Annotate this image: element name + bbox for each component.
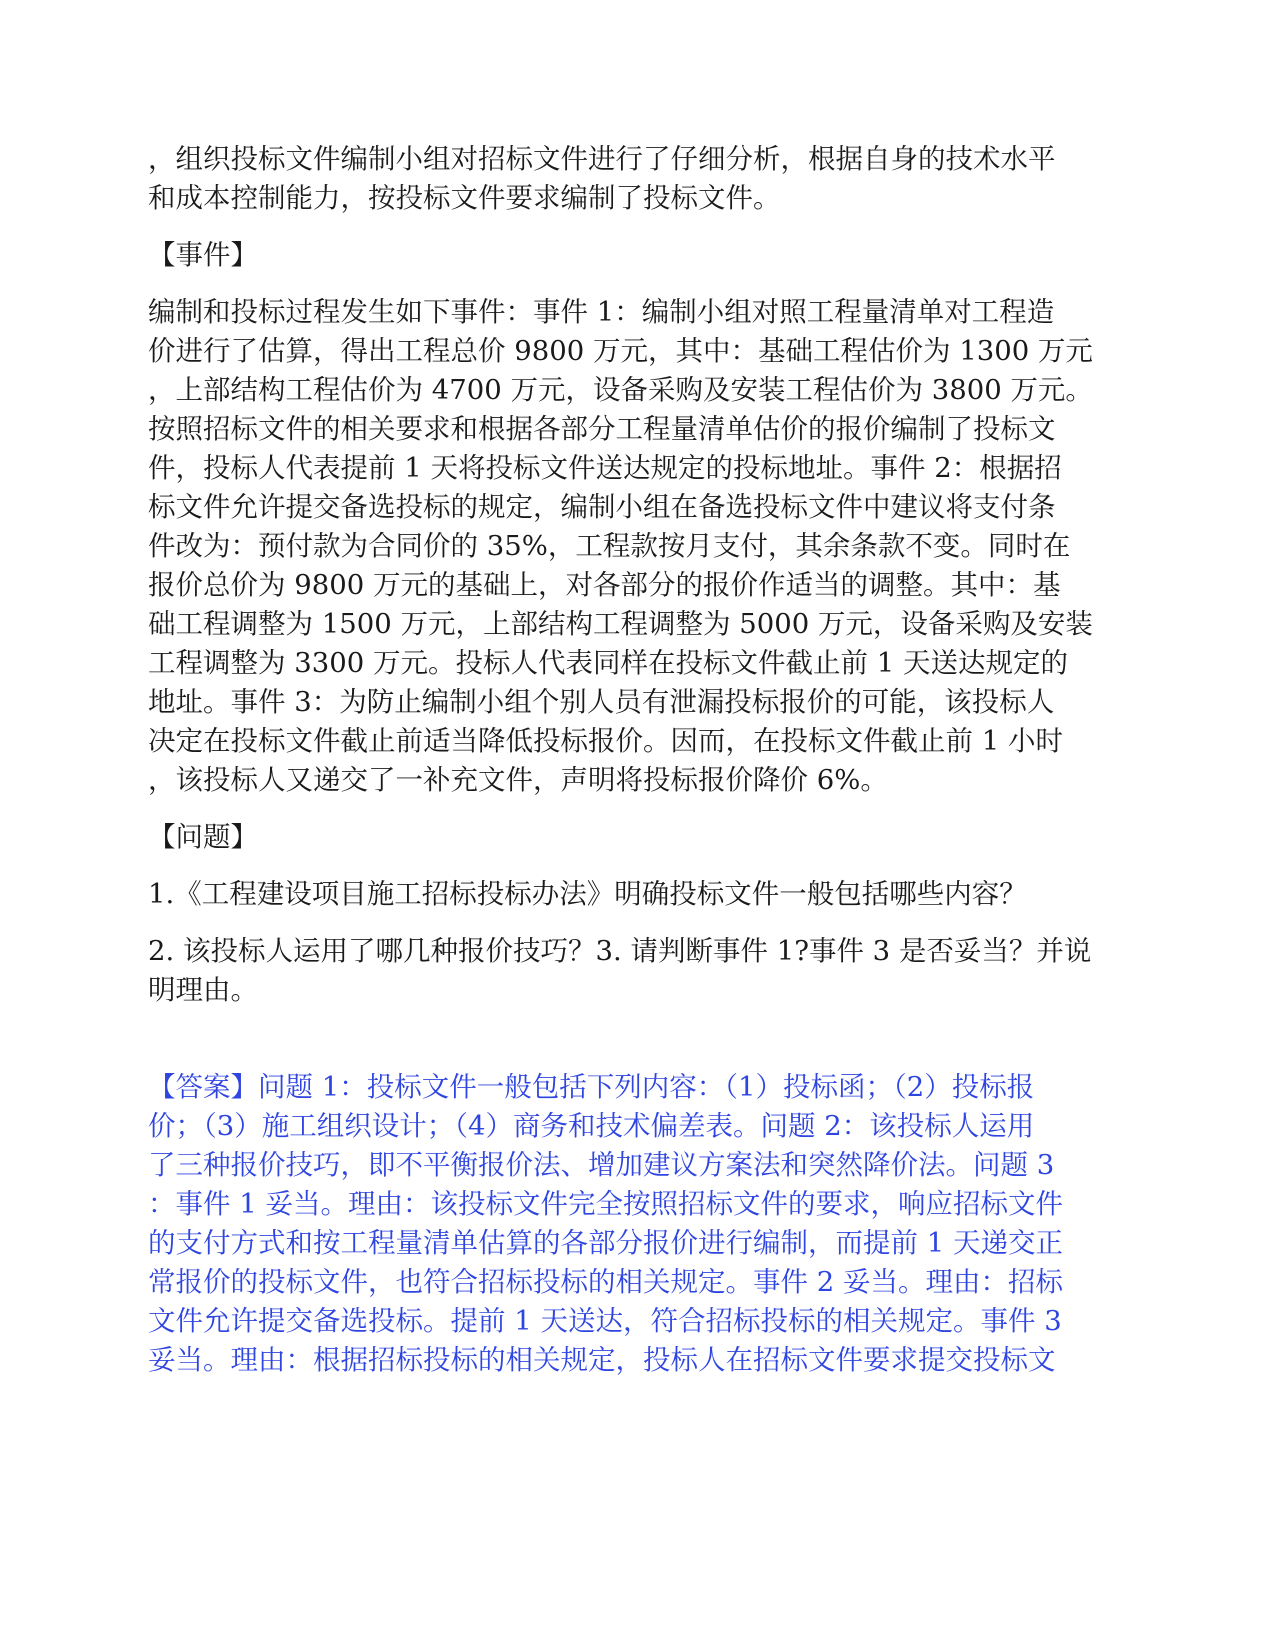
questions-heading: 【问题】 bbox=[148, 821, 258, 853]
intro-paragraph bbox=[148, 140, 1078, 218]
events-line: 工程调整为 3300 万元。投标人代表同样在投标文件截止前 1 天送达规定的 bbox=[148, 647, 1068, 679]
events-line: 标文件允许提交备选投标的规定，编制小组在备选投标文件中建议将支付条 bbox=[148, 491, 1056, 523]
events-heading: 【事件】 bbox=[148, 239, 258, 271]
answer-line: 了三种报价技巧，即不平衡报价法、增加建议方案法和突然降价法。问题 3 bbox=[148, 1149, 1055, 1181]
events-line: 地址。事件 3：为防止编制小组个别人员有泄漏投标报价的可能，该投标人 bbox=[148, 686, 1055, 718]
answer-line: ：事件 1 妥当。理由：该投标文件完全按照招标文件的要求，响应招标文件 bbox=[148, 1188, 1063, 1220]
answer-paragraph bbox=[148, 1068, 1078, 1380]
events-line: 件改为：预付款为合同价的 35%，工程款按月支付，其余条款不变。同时在 bbox=[148, 530, 1071, 562]
question-line: 1.《工程建设项目施工招标投标办法》明确投标文件一般包括哪些内容？ bbox=[148, 878, 1027, 910]
question-line: 2. 该投标人运用了哪几种报价技巧？3. 请判断事件 1?事件 3 是否妥当？并说 bbox=[148, 935, 1092, 967]
answer-line: 的支付方式和按工程量清单估算的各部分报价进行编制，而提前 1 天递交正 bbox=[148, 1227, 1063, 1259]
intro-line: 和成本控制能力，按投标文件要求编制了投标文件。 bbox=[148, 182, 781, 214]
events-line: 础工程调整为 1500 万元，上部结构工程调整为 5000 万元，设备采购及安装 bbox=[148, 608, 1093, 640]
events-line: ，该投标人又递交了一补充文件，声明将投标报价降价 6%。 bbox=[148, 764, 888, 796]
events-paragraph bbox=[148, 293, 1093, 800]
answer-line: 文件允许提交备选投标。提前 1 天送达，符合招标投标的相关规定。事件 3 bbox=[148, 1305, 1062, 1337]
events-line: 报价总价为 9800 万元的基础上，对各部分的报价作适当的调整。其中：基 bbox=[148, 569, 1061, 601]
question-line: 明理由。 bbox=[148, 974, 258, 1006]
answer-line: 妥当。理由：根据招标投标的相关规定，投标人在招标文件要求提交投标文 bbox=[148, 1344, 1056, 1376]
answer-line: 常报价的投标文件，也符合招标投标的相关规定。事件 2 妥当。理由：招标 bbox=[148, 1266, 1063, 1298]
events-line: 编制和投标过程发生如下事件：事件 1：编制小组对照工程量清单对工程造 bbox=[148, 296, 1055, 328]
question-1 bbox=[148, 875, 1078, 914]
events-line: 决定在投标文件截止前适当降低投标报价。因而，在投标文件截止前 1 小时 bbox=[148, 725, 1063, 757]
answer-line: 【答案】问题 1：投标文件一般包括下列内容：（1）投标函；（2）投标报 bbox=[148, 1071, 1035, 1103]
document-page bbox=[148, 140, 1093, 1380]
events-line: 按照招标文件的相关要求和根据各部分工程量清单估价的报价编制了投标文 bbox=[148, 413, 1056, 445]
events-line: 件，投标人代表提前 1 天将投标文件送达规定的投标地址。事件 2：根据招 bbox=[148, 452, 1062, 484]
events-line: 价进行了估算，得出工程总价 9800 万元，其中：基础工程估价为 1300 万元 bbox=[148, 335, 1093, 367]
intro-line: ，组织投标文件编制小组对招标文件进行了仔细分析，根据自身的技术水平 bbox=[148, 143, 1056, 175]
events-line: ，上部结构工程估价为 4700 万元，设备采购及安装工程估价为 3800 万元。 bbox=[148, 374, 1093, 406]
answer-line: 价；（3）施工组织设计；（4）商务和技术偏差表。问题 2：该投标人运用 bbox=[148, 1110, 1035, 1142]
question-2 bbox=[148, 932, 1092, 1010]
